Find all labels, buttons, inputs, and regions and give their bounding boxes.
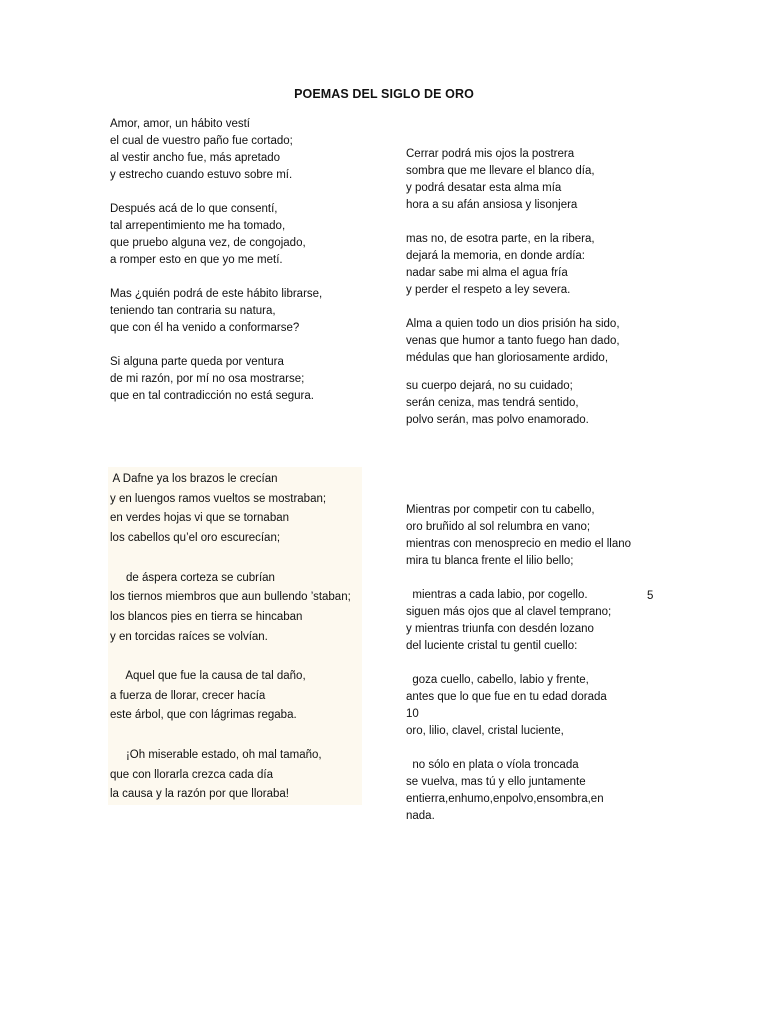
poem-line: goza cuello, cabello, labio y frente, — [406, 674, 589, 686]
poem-word: en — [406, 793, 419, 805]
poem-line: 10 — [406, 708, 419, 720]
poem-word: en — [448, 793, 461, 805]
poem-a-dafne — [110, 470, 365, 805]
poem-line: médulas que han gloriosamente ardido, — [406, 352, 609, 364]
poem-line: teniendo tan contraria su natura, — [110, 305, 276, 317]
poem-line: de mi razón, por mí no osa mostrarse; — [110, 373, 305, 385]
poem-line: y mientras triunfa con desdén lozano — [406, 623, 594, 635]
document-title: POEMAS DEL SIGLO DE ORO — [294, 87, 474, 101]
poem-cerrar-podra — [406, 146, 666, 367]
poem-line: Cerrar podrá mis ojos la postrera — [406, 148, 575, 160]
stanza-break — [110, 184, 370, 201]
poem-line: los cabellos qu’el oro escurecían; — [110, 532, 281, 545]
poem-line: hora a su afán ansiosa y lisonjera — [406, 199, 578, 211]
poem-line: dejará la memoria, en donde ardía: — [406, 250, 585, 262]
poem-line: nada. — [406, 810, 435, 822]
poem-line: se vuelva, mas tú y ello juntamente — [406, 776, 586, 788]
poem-cerrar-podra-final-tercet — [406, 378, 666, 429]
poem-line: que con llorarla crezca cada día — [110, 768, 274, 781]
poem-line: del luciente cristal tu gentil cuello: — [406, 640, 578, 652]
poem-line: a fuerza de llorar, crecer hacía — [110, 689, 266, 702]
poem-line: Aquel que fue la causa de tal daño, — [110, 670, 306, 682]
stanza-break — [110, 337, 370, 354]
poem-line: su cuerpo dejará, no su cuidado; — [406, 380, 573, 392]
poem-line: siguen más ojos que al clavel temprano; — [406, 606, 612, 618]
poem-word: tierra, — [418, 793, 449, 805]
poem-line: antes que lo que fue en tu edad dorada — [406, 691, 607, 703]
poem-line: y perder el respeto a ley severa. — [406, 284, 571, 296]
poem-line-justified — [406, 791, 658, 808]
poem-line: oro bruñido al sol relumbra en vano; — [406, 521, 591, 533]
poem-line: mas no, de esotra parte, en la ribera, — [406, 233, 595, 245]
poem-word: sombra, — [549, 793, 591, 805]
poem-line: oro, lilio, clavel, cristal luciente, — [406, 725, 564, 737]
poem-mientras-por-competir — [406, 502, 661, 825]
poem-word: en — [492, 793, 506, 805]
poem-line: que con él ha venido a conformarse? — [110, 322, 300, 334]
poem-line: que en tal contradicción no está segura. — [110, 390, 314, 402]
poem-line: mientras a cada labio, por cogello. — [406, 589, 588, 601]
poem-line: sombra que me llevare el blanco día, — [406, 165, 595, 177]
poem-line: y en torcidas raíces se volvían. — [110, 630, 268, 643]
poem-line: y estrecho cuando estuvo sobre mí. — [110, 169, 293, 181]
poem-line: Si alguna parte queda por ventura — [110, 356, 284, 368]
poem-line: los blancos pies en tierra se hincaban — [110, 610, 303, 623]
poem-line: Después acá de lo que consentí, — [110, 203, 278, 215]
poem-line: Amor, amor, un hábito vestí — [110, 118, 250, 130]
poem-line: serán ceniza, mas tendrá sentido, — [406, 397, 579, 409]
poem-word: polvo, — [505, 793, 537, 805]
poem-line: Mas ¿quién podrá de este hábito librarse, — [110, 288, 323, 300]
poem-line: tal arrepentimiento me ha tomado, — [110, 220, 286, 232]
poem-line: a romper esto en que yo me metí. — [110, 254, 283, 266]
stanza-break — [406, 655, 661, 672]
stanza-break — [406, 740, 661, 757]
poem-line: de áspera corteza se cubrían — [110, 571, 275, 584]
poem-line: nadar sabe mi alma el agua fría — [406, 267, 568, 279]
poem-line: venas que humor a tanto fuego han dado, — [406, 335, 620, 347]
stanza-break — [406, 214, 666, 231]
poem-line: que pruebo alguna vez, de congojado, — [110, 237, 306, 249]
stanza-break — [110, 269, 370, 286]
poem-line: y podrá desatar esta alma mía — [406, 182, 562, 194]
stanza-break — [406, 570, 661, 587]
poem-line: polvo serán, mas polvo enamorado. — [406, 414, 589, 426]
stanza-break — [110, 726, 365, 746]
poem-line: la causa y la razón por que lloraba! — [110, 788, 289, 801]
stanza-break — [110, 647, 365, 667]
stanza-break — [110, 549, 365, 569]
poem-line: no sólo en plata o víola troncada — [406, 759, 579, 771]
poem-word: humo, — [461, 793, 493, 805]
poem-line: en verdes hojas vi que se tornaban — [110, 512, 290, 525]
poem-word: en — [590, 793, 604, 805]
stanza-break — [406, 299, 666, 316]
poem-line: los tiernos miembros que aun bullendo ’staban; — [110, 591, 351, 604]
poem-line: y en luengos ramos vueltos se mostraban; — [110, 492, 327, 505]
verse-number-5: 5 — [647, 590, 654, 602]
poem-line: A Dafne ya los brazos le crecían — [110, 473, 278, 485]
poem-line: ¡Oh miserable estado, oh mal tamaño, — [110, 748, 322, 761]
poem-line: al vestir ancho fue, más apretado — [110, 152, 281, 164]
poem-amor-amor — [110, 116, 370, 405]
poem-line: Alma a quien todo un dios prisión ha sido, — [406, 318, 620, 330]
poem-word: en — [536, 793, 550, 805]
poem-line: este árbol, que con lágrimas regaba. — [110, 709, 297, 722]
poem-line: mientras con menosprecio en medio el llano — [406, 538, 632, 550]
poem-line: el cual de vuestro paño fue cortado; — [110, 135, 293, 147]
poem-line: Mientras por competir con tu cabello, — [406, 504, 595, 516]
poem-line: mira tu blanca frente el lilio bello; — [406, 555, 574, 567]
